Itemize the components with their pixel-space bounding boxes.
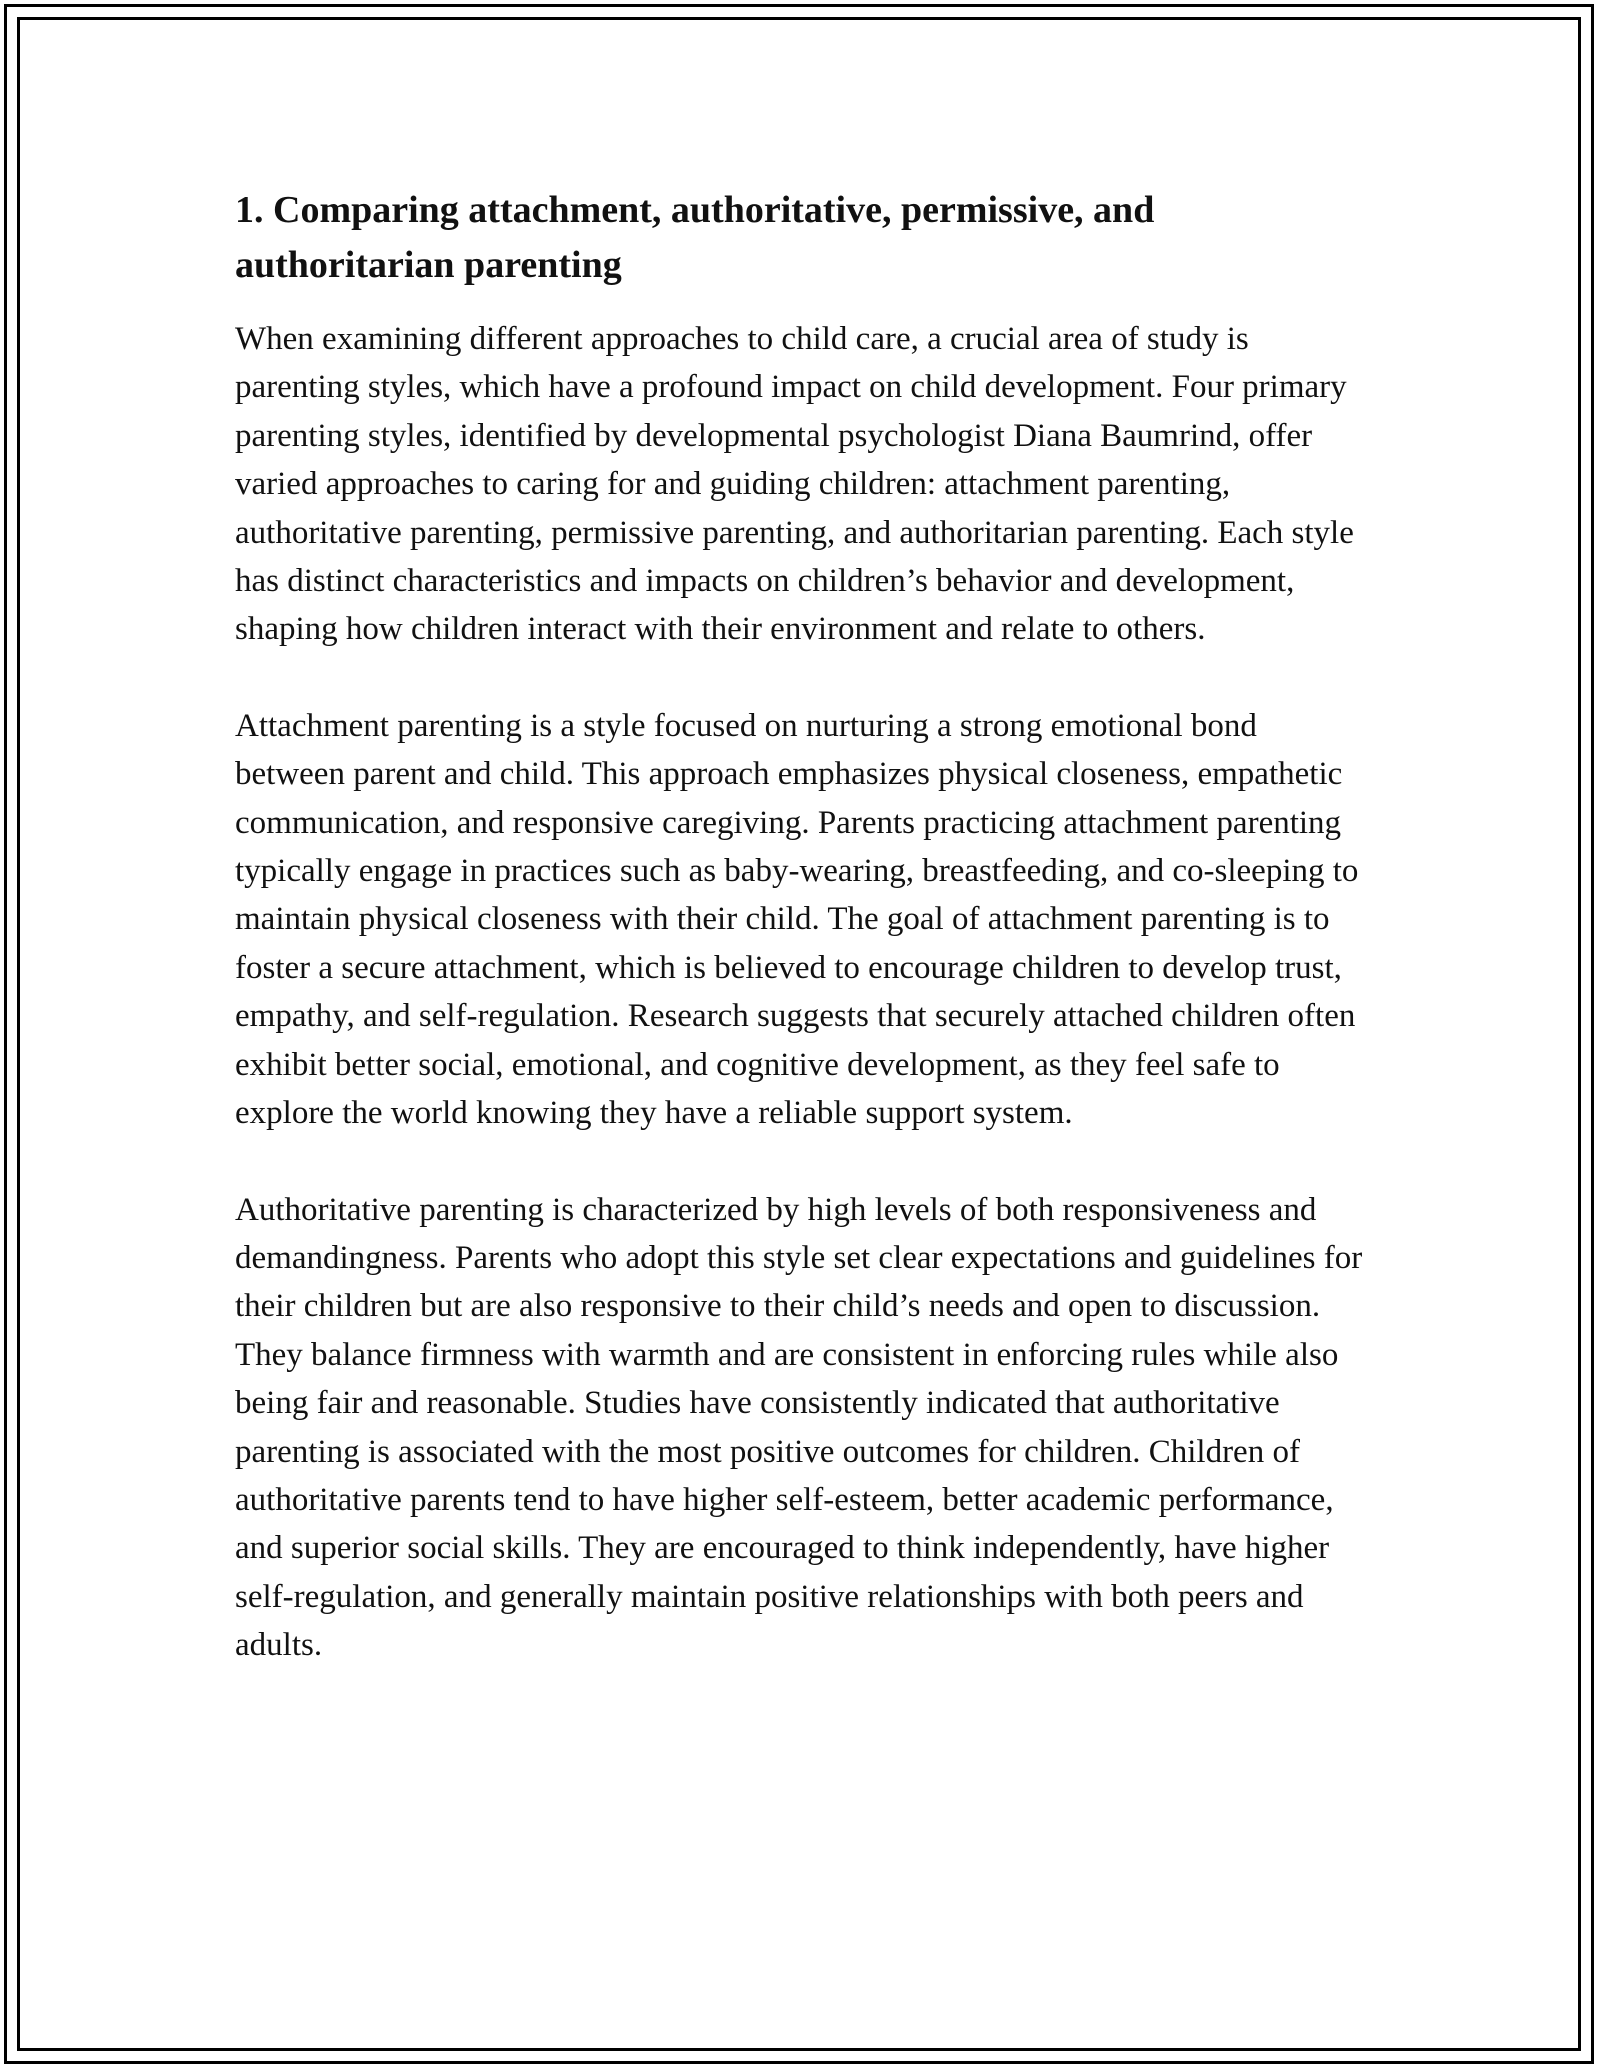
paragraph-attachment-parenting: Attachment parenting is a style focused on nurturing a strong emotional bond between parent and child. This approach emphasizes physical closeness, empathetic communication, and responsive caregiving. Parents practicing attachment parenting typically engage in practices such as baby-wearing, breastfeeding, and co-sleeping to maintain physical closeness with their child. The goal of attachment parenting is to foster a secure attachment, which is believed to encourage children to develop trust, empathy, and self-regulation. Research suggests that securely attached children often exhibit better social, emotional, and cognitive development, as they feel safe to explore the world knowing they have a reliable support system. — [235, 707, 1359, 1132]
paragraph-intro: When examining different approaches to child care, a crucial area of study is parenting styles, which have a profound impact on child development. Four primary parenting styles, identified by developmental psychologist Diana Baumrind, offer varied approaches to caring for and guiding children: attachment parenting, authoritative parenting, permissive parenting, and authoritarian parenting. Each style has distinct characteristics and impacts on children’s behavior and development, shaping how children interact with their environment and relate to others. — [235, 321, 1354, 648]
section-heading: 1. Comparing attachment, authoritative, permissive, and authoritarian parenting — [235, 189, 1155, 286]
document-body — [235, 183, 1375, 1718]
paragraph-authoritative-parenting: Authoritative parenting is characterized by high levels of both responsiveness and demandingness. Parents who adopt this style set clear expectations and guidelines for their children but are also responsive to their child’s needs and open to discussion. They balance firmness with warmth and are consistent in enforcing rules while also being fair and reasonable. Studies have consistently indicated that authoritative parenting is associated with the most positive outcomes for children. Children of authoritative parents tend to have higher self-esteem, better academic performance, and superior social skills. They are encouraged to think independently, have higher self-regulation, and generally maintain positive relationships with both peers and adults. — [235, 1191, 1363, 1664]
